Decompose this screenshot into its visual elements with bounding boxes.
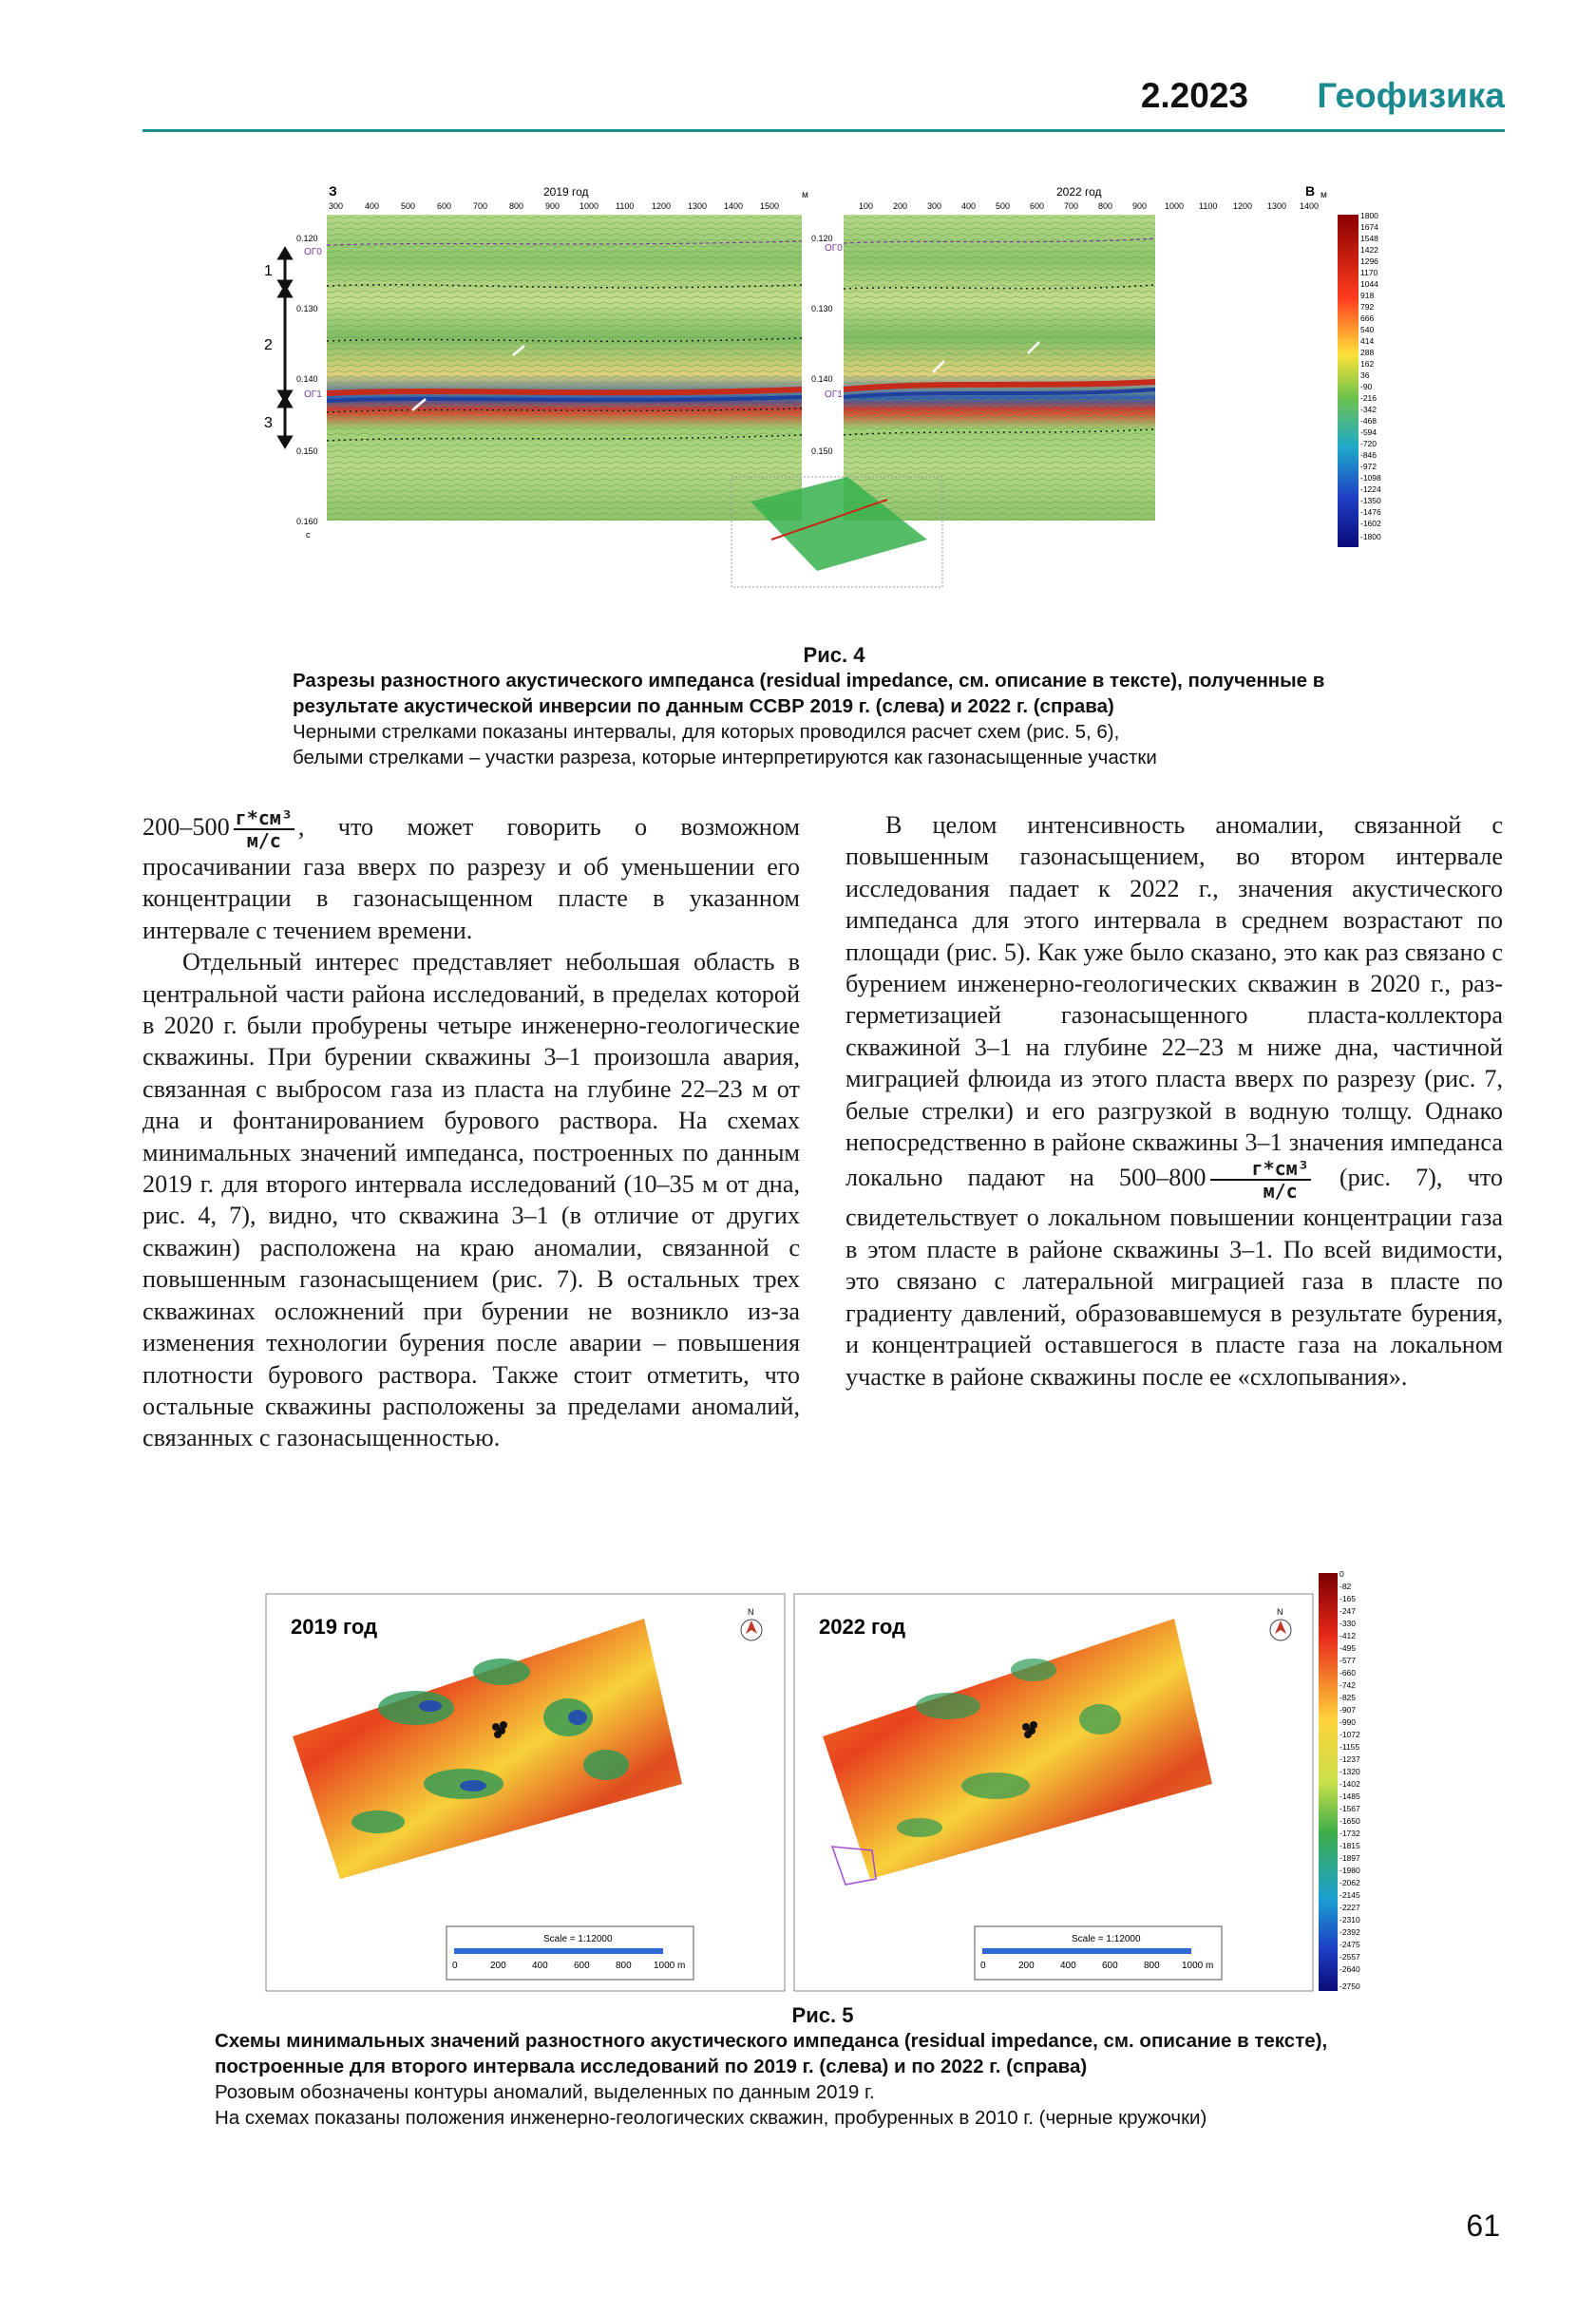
cb5: -1155 (1340, 1742, 1360, 1752)
time-unit: с (306, 530, 311, 540)
cb: -1602 (1360, 519, 1381, 528)
scale-label-2022: Scale = 1:12000 (1072, 1934, 1141, 1944)
time-tick: 0.140 (811, 374, 833, 384)
figure-4-title: Разрезы разностного акустического импеданса (residual impedance, см. описание в тексте), полученные в результате акустической инверсии по данным ССВР 2019 г. (слева) и 2022 г. (справа) (293, 670, 1325, 717)
cb: 792 (1360, 302, 1375, 312)
scale-tick: 400 (532, 1961, 548, 1971)
tick: 1300 (1267, 201, 1287, 211)
cb: -1476 (1360, 507, 1381, 517)
figure-5 (264, 1565, 1385, 1998)
figure-4-caption (293, 642, 1376, 770)
tick: 500 (996, 201, 1011, 211)
scale-tick: 600 (574, 1961, 590, 1971)
tick: 900 (545, 201, 560, 211)
cb5: -1485 (1340, 1792, 1360, 1801)
figure-5-title: Схемы минимальных значений разностного акустического импеданса (residual impedance, см. описание в тексте), построенные для второго интервала исследований по 2019 г. (слева) и по 2022 г. (справа) (215, 2030, 1328, 2077)
cb: -1800 (1360, 532, 1381, 541)
tick: 1300 (688, 201, 708, 211)
left-text-column (142, 807, 800, 1454)
journal-section: Геофизика (1317, 76, 1505, 115)
cb5: -2475 (1340, 1940, 1360, 1949)
scale-tick: 200 (1018, 1961, 1035, 1971)
cb5: -2062 (1340, 1878, 1360, 1887)
cb5: -412 (1340, 1631, 1357, 1640)
tick: 300 (329, 201, 344, 211)
time-tick: 0.120 (296, 234, 318, 243)
cb5: -1072 (1340, 1730, 1360, 1739)
cb: -90 (1360, 382, 1373, 391)
tick: 1100 (616, 201, 635, 211)
map-2019-title: 2019 год (291, 1615, 378, 1639)
cb: -468 (1360, 416, 1378, 426)
tick: 1500 (760, 201, 780, 211)
time-tick: 0.160 (296, 517, 318, 526)
cb: 1422 (1360, 245, 1378, 255)
cb: 162 (1360, 359, 1375, 369)
east-label: В (1305, 183, 1316, 199)
cb5: -990 (1340, 1717, 1357, 1727)
cb5: -742 (1340, 1680, 1357, 1690)
cb5: -2145 (1340, 1890, 1360, 1900)
interval-label-3: 3 (264, 415, 273, 431)
cb: 918 (1360, 291, 1375, 300)
tick: 100 (859, 201, 874, 211)
cb5: -1320 (1340, 1767, 1360, 1776)
right-text-column (846, 809, 1503, 1393)
tick: 1200 (652, 201, 672, 211)
issue-number: 2.2023 (1140, 76, 1248, 115)
cb: 1674 (1360, 222, 1378, 232)
figure-4-number: Рис. 4 (803, 643, 865, 667)
distance-unit-left: м (802, 190, 808, 200)
cb5: -1815 (1340, 1841, 1360, 1850)
time-tick: 0.150 (296, 446, 318, 456)
figure-5-number: Рис. 5 (791, 2003, 854, 2027)
tick: 400 (365, 201, 380, 211)
right-distance-ticks (859, 201, 1319, 211)
figure-5-note-2: На схемах показаны положения инженерно-геологических скважин, пробуренных в 2010 г. (черные кружочки) (215, 2107, 1207, 2129)
figure-4 (264, 183, 1389, 633)
scale-tick: 1000 m (654, 1961, 686, 1971)
unit-numerator: г*см³ (235, 806, 293, 829)
interval-label-2: 2 (264, 337, 273, 353)
tick: 800 (509, 201, 524, 211)
cb: 288 (1360, 348, 1375, 357)
time-tick: 0.140 (296, 374, 318, 384)
paragraph-3-rest: (рис. 7), что свидетельствует о локальном повышении концентрации газа в этом пласте в районе скважины 3–1. По всей видимости, это связано с латеральной миграцией газа в пласте по градиенту давлений, образовавшемуся в результате бурения, и концентрацией оставшегося в пласте газа на локальном участке в районе скважины после ее «схлопывания». (846, 1164, 1503, 1391)
cb5: -330 (1340, 1619, 1357, 1628)
map-2022-title: 2022 год (819, 1615, 906, 1639)
cb: -1350 (1360, 496, 1381, 505)
colorbar-labels (1360, 211, 1381, 541)
min-impedance-colorbar (1319, 1573, 1338, 1991)
scale-tick: 200 (490, 1961, 506, 1971)
cb: 1548 (1360, 234, 1378, 243)
cb: -720 (1360, 439, 1378, 448)
cb5: -1237 (1340, 1754, 1360, 1764)
year-2022-label: 2022 год (1056, 185, 1102, 199)
tick: 1400 (1300, 201, 1320, 211)
cb5: 0 (1340, 1569, 1344, 1579)
running-header (142, 74, 1505, 132)
tick: 800 (1098, 201, 1113, 211)
cb5: -660 (1340, 1668, 1357, 1678)
cb5: -1402 (1340, 1779, 1360, 1789)
year-2019-label: 2019 год (543, 185, 589, 199)
cb: 1800 (1360, 211, 1378, 220)
figure-4-note-1: Черными стрелками показаны интервалы, для которых проводился расчет схем (рис. 5, 6), (293, 721, 1120, 743)
tick: 300 (927, 201, 942, 211)
tick: 1100 (1199, 201, 1218, 211)
horizon-og0-label: ОГ0 (304, 247, 322, 257)
impedance-colorbar (1338, 215, 1358, 547)
unit-numerator: г*см³ (1210, 1158, 1311, 1181)
scale-tick: 800 (616, 1961, 632, 1971)
scale-label-2019: Scale = 1:12000 (543, 1934, 613, 1944)
unit-range-1: 200–500 (142, 813, 230, 842)
cb5: -1980 (1340, 1866, 1360, 1875)
scale-tick: 800 (1144, 1961, 1160, 1971)
cb5: -495 (1340, 1643, 1357, 1653)
scale-tick: 0 (452, 1961, 458, 1971)
tick: 1200 (1233, 201, 1253, 211)
colorbar-5-labels (1340, 1569, 1360, 1991)
cb: -1224 (1360, 484, 1381, 494)
cb: 1170 (1360, 268, 1378, 277)
unit-denominator: м/с (1263, 1180, 1298, 1204)
interval-arrows (279, 249, 291, 446)
page-number: 61 (1466, 2209, 1500, 2243)
tick: 600 (437, 201, 452, 211)
tick: 500 (401, 201, 416, 211)
tick: 1000 (580, 201, 599, 211)
cb: -216 (1360, 393, 1378, 403)
cb5: -1732 (1340, 1829, 1360, 1838)
figure-4-note-2: белыми стрелками – участки разреза, которые интерпретируются как газонасыщенные участки (293, 747, 1157, 768)
north-label-2022: N (1277, 1607, 1283, 1617)
paragraph-3-start: В целом интенсивность аномалии, связанной с повышенным газонасыщением, во втором интервале исследования падает к 2022 г., значения акустического импеданса для этого интервала в среднем возрастают по площади (рис. 5). Как уже было сказано, это как раз связано с бурением инженерно-геологических скважин в 2020 г., разгерметизацией газонасыщенного пласта-коллектора скважиной 3–1 на глубине 22–23 м ниже дна, частичной миграцией флюида из этого пласта вверх по разрезу (рис. 7, белые стрелки) и его разгрузкой в водную толщу. Однако непосредственно в районе скважины 3–1 значения импеданса локально падают на 500–800 (846, 811, 1503, 1192)
scale-tick: 1000 m (1182, 1961, 1214, 1971)
cb5: -1567 (1340, 1804, 1360, 1813)
time-tick: 0.130 (811, 304, 833, 313)
cb5: -1897 (1340, 1853, 1360, 1863)
cb5: -907 (1340, 1705, 1357, 1715)
time-tick: 0.150 (811, 446, 833, 456)
scale-tick: 0 (980, 1961, 986, 1971)
cb: -594 (1360, 427, 1378, 437)
tick: 1400 (724, 201, 744, 211)
cb: -1098 (1360, 473, 1381, 483)
cb: 540 (1360, 325, 1375, 334)
scale-tick: 600 (1102, 1961, 1118, 1971)
cb: 666 (1360, 313, 1375, 323)
cb5: -247 (1340, 1606, 1357, 1616)
left-distance-ticks (329, 201, 779, 211)
cb5: -82 (1340, 1582, 1352, 1591)
paragraph-2: Отдельный интерес представляет небольшая область в центральной части района исследований, в пределах которой в 2020 г. были пробурены четыре инженерно-геологические скважины. При бурении скважины 3–1 произошла авария, связанная с выбросом газа из пласта на глубине 22–23 м от дна и фонтанированием бурового раствора. На схемах минимальных значений импеданса, построенных по данным 2019 г. для второго интервала исследований (10–35 м от дна, рис. 4, 7), видно, что скважина 3–1 (в отличие от других скважин) расположена на краю аномалии, связанной с повышенным газонасыщением (рис. 7). В остальных трех скважинах осложнений при бурении не возникло из-за изменения технологии бурения после аварии – повышения плотности бурового раствора. Также стоит отметить, что остальные скважины расположены за пределами аномалий, связанных с газонасыщенностью. (142, 948, 800, 1452)
west-label: З (329, 183, 337, 199)
cb5: -825 (1340, 1693, 1357, 1702)
figure-5-note-1: Розовым обозначены контуры аномалий, выделенных по данным 2019 г. (215, 2081, 875, 2103)
cb5: -2310 (1340, 1915, 1360, 1924)
cb5: -2227 (1340, 1903, 1360, 1912)
cb: -846 (1360, 450, 1378, 460)
cb5: -165 (1340, 1594, 1357, 1603)
unit-denominator: м/с (246, 829, 281, 852)
cb: -342 (1360, 405, 1378, 414)
distance-unit-right: м (1320, 190, 1327, 200)
interval-label-1: 1 (264, 263, 273, 279)
cb: 1296 (1360, 256, 1378, 266)
cb5: -577 (1340, 1656, 1357, 1665)
tick: 900 (1132, 201, 1148, 211)
horizon-og0-label-right: ОГ0 (825, 243, 843, 254)
cb: 414 (1360, 336, 1375, 346)
cb: 36 (1360, 370, 1370, 380)
tick: 700 (1064, 201, 1079, 211)
cb5: -2392 (1340, 1927, 1360, 1937)
unit-fraction (1210, 1158, 1311, 1202)
figure-5-caption (215, 2002, 1431, 2131)
north-label: N (748, 1607, 754, 1617)
tick: 200 (893, 201, 908, 211)
cb5: -2750 (1340, 1981, 1360, 1991)
cb5: -1650 (1340, 1816, 1360, 1826)
cb5: -2640 (1340, 1964, 1360, 1974)
horizon-og1-label-right: ОГ1 (825, 389, 843, 400)
tick: 1000 (1165, 201, 1185, 211)
horizon-og1-label: ОГ1 (304, 389, 322, 400)
cb: 1044 (1360, 279, 1378, 289)
tick: 400 (961, 201, 977, 211)
time-tick: 0.120 (811, 234, 833, 243)
cb: -972 (1360, 462, 1378, 471)
paragraph-1-rest: , что может говорить о возможном просачивании газа вверх по разрезу и об уменьшении его концентрации в газонасыщенном пласте в указанном интервале с течением времени. (142, 813, 800, 944)
cb5: -2557 (1340, 1952, 1360, 1962)
tick: 700 (473, 201, 488, 211)
unit-fraction (234, 807, 294, 851)
time-tick: 0.130 (296, 304, 318, 313)
scale-tick: 400 (1060, 1961, 1076, 1971)
tick: 600 (1030, 201, 1045, 211)
